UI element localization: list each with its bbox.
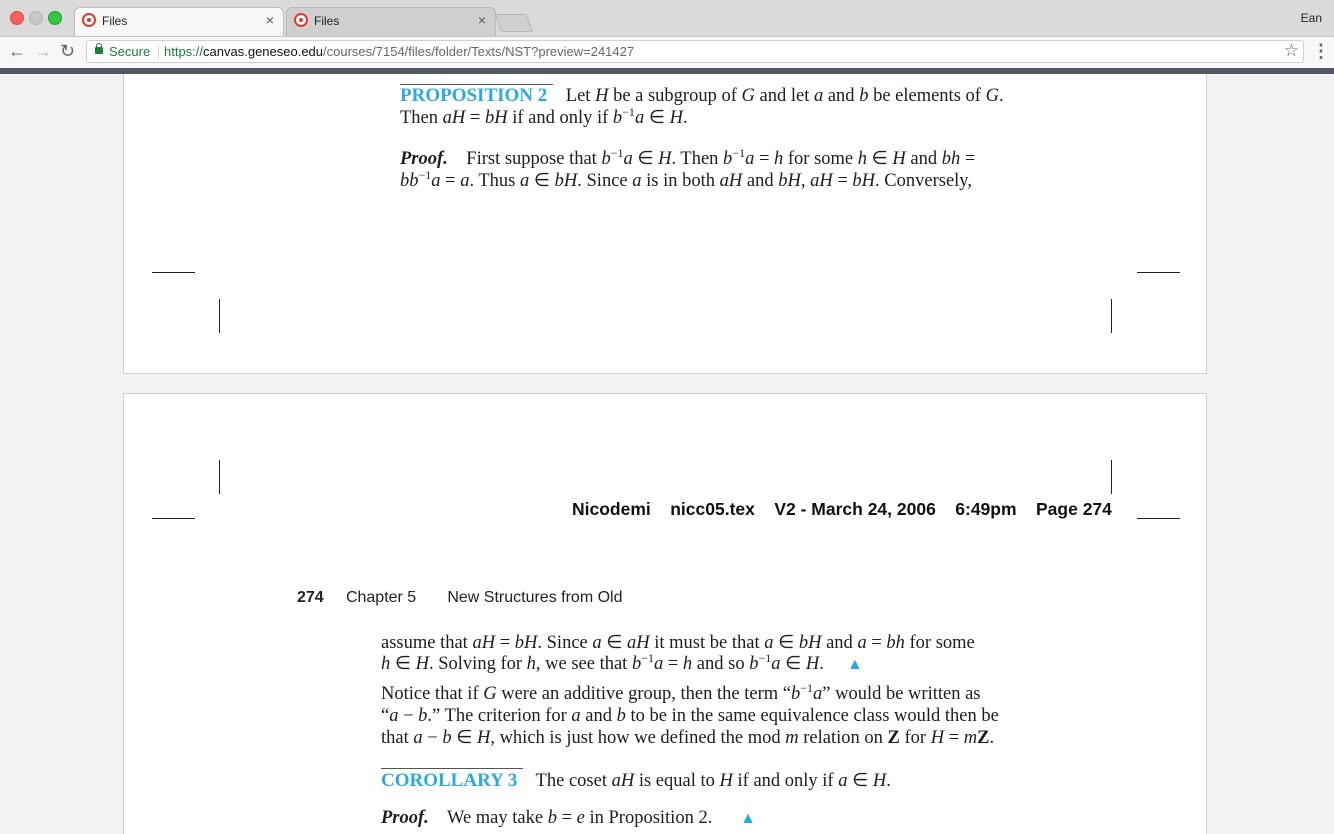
corollary-line: COROLLARY 3 The coset aH is equal to H if and only if a ∈ H.	[381, 770, 891, 791]
crop-mark	[219, 460, 220, 494]
secure-label: Secure	[109, 44, 151, 59]
page-number: 274	[297, 589, 324, 606]
heading-rule	[381, 768, 523, 769]
end-of-proof-icon: ▲	[847, 656, 863, 673]
text-line: h ∈ H. Solving for h, we see that $b^{-1}a = h$ and so $b^{-1}a$ ∈ H. ▲	[381, 651, 863, 674]
document-viewer[interactable]	[0, 74, 1334, 834]
url-scheme: https://	[164, 44, 204, 59]
text-line: that a − b ∈ H, which is just how we defined the mod m relation on Z for H = mZ.	[381, 728, 995, 748]
url-text[interactable]	[164, 44, 634, 59]
browser-toolbar	[0, 37, 1334, 68]
proposition-label: PROPOSITION 2	[400, 85, 548, 106]
crop-mark	[152, 518, 195, 519]
document-page	[123, 393, 1207, 834]
tab-files-inactive[interactable]	[286, 7, 496, 36]
text-line: assume that aH = bH. Since a ∈ aH it must be that a ∈ bH and a = bh for some	[381, 633, 975, 653]
crop-mark	[1111, 299, 1112, 333]
tab-strip	[0, 0, 1334, 37]
omnibox-divider	[158, 45, 159, 59]
chapter-title: New Structures from Old	[447, 589, 623, 606]
back-arrow-icon[interactable]: ←	[8, 41, 26, 61]
chapter-number: Chapter 5	[345, 589, 417, 606]
running-author: Nicodemi	[572, 499, 651, 519]
browser-menu-icon[interactable]: ⋮	[1312, 41, 1330, 61]
forward-arrow-icon[interactable]: →	[34, 41, 52, 61]
profile-name[interactable]: Ean	[1300, 11, 1322, 25]
crop-mark	[152, 272, 195, 273]
reload-icon[interactable]: ↻	[60, 41, 76, 61]
running-page: Page 274	[1036, 499, 1112, 519]
running-file: nicc05.tex	[670, 499, 755, 519]
document-page	[123, 74, 1207, 374]
lock-icon	[95, 47, 103, 54]
new-tab-button[interactable]	[495, 14, 534, 32]
crop-mark	[219, 299, 220, 333]
tab-title: Files	[102, 14, 128, 28]
running-time: 6:49pm	[955, 499, 1017, 519]
running-version: V2 - March 24, 2006	[774, 499, 936, 519]
text-line: Then aH = bH if and only if $b^{-1}a$ ∈ H.	[400, 105, 688, 128]
text-line: Proof. First suppose that $b^{-1}a$ ∈ H. Then $b^{-1}a = h$ for some h ∈ H and bh =	[400, 146, 976, 169]
tab-close-icon[interactable]: ×	[265, 12, 274, 28]
proof-label: Proof.	[400, 149, 448, 169]
crop-mark	[1111, 460, 1112, 494]
tab-files-active[interactable]	[74, 7, 284, 36]
text-line: $bb^{-1}a = a$. Thus a ∈ bH. Since a is in both aH and bH, aH = bH. Conversely,	[400, 168, 972, 191]
chapter-header	[297, 589, 622, 607]
address-bar[interactable]	[86, 40, 1304, 63]
url-path: /courses/7154/files/folder/Texts/NST?preview=241427	[323, 44, 635, 59]
running-header	[572, 499, 1112, 520]
minimize-window-button[interactable]	[29, 11, 43, 25]
crop-mark	[1137, 272, 1180, 273]
maximize-window-button[interactable]	[48, 11, 62, 25]
tab-close-icon[interactable]: ×	[477, 12, 486, 28]
url-host: canvas.geneseo.edu	[203, 44, 324, 59]
text-line: “a − b.” The criterion for a and b to be in the same equivalence class would then be	[381, 706, 999, 726]
close-window-button[interactable]	[10, 11, 24, 25]
crop-mark	[1137, 518, 1180, 519]
end-of-proof-icon: ▲	[740, 810, 756, 827]
proposition-line: PROPOSITION 2 Let H be a subgroup of G and let a and b be elements of G.	[400, 85, 1004, 106]
text-line: Notice that if G were an additive group, then the term “$b^{-1}a$” would be written as	[381, 681, 981, 704]
corollary-label: COROLLARY 3	[381, 770, 518, 791]
canvas-favicon-icon	[294, 13, 308, 27]
tab-title: Files	[314, 14, 340, 28]
proof-label: Proof.	[381, 808, 429, 828]
text-line: Proof. We may take b = e in Proposition 2. ▲	[381, 808, 756, 828]
canvas-favicon-icon	[82, 13, 96, 27]
bookmark-star-icon[interactable]: ☆	[1283, 41, 1299, 60]
